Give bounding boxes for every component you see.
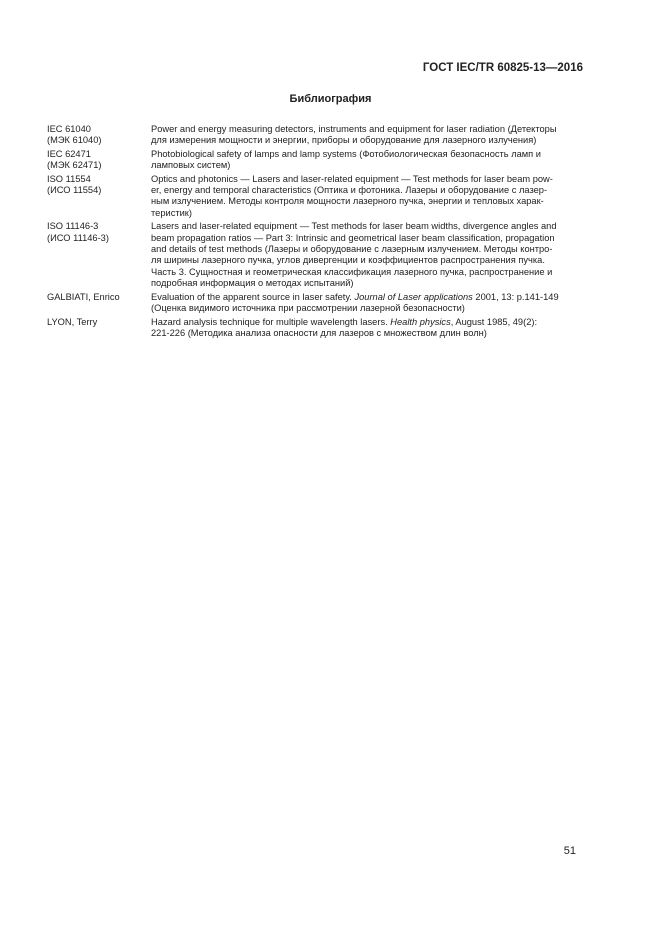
- page-number: 51: [563, 845, 576, 857]
- journal-title: Health physics: [390, 316, 451, 327]
- bibliography-entry: [47, 221, 583, 289]
- description-line: Optics and photonics — Lasers and laser-related equipment — Test methods for laser beam pow-: [151, 173, 553, 184]
- bibliography-entry: [47, 317, 583, 340]
- entry-reference: [47, 149, 151, 172]
- bibliography-entry: [47, 174, 583, 220]
- reference-line: (МЭК 62471): [47, 160, 102, 171]
- description-line: 221-226 (Методика анализа опасности для лазеров с множеством длин волн): [151, 327, 487, 338]
- entry-description: [151, 221, 583, 289]
- description-line: [151, 292, 583, 303]
- bibliography-entry: [47, 149, 583, 172]
- page-title: Библиография: [289, 93, 372, 105]
- description-line: Photobiological safety of lamps and lamp systems (Фотобиологическая безопасность ламп и: [151, 148, 541, 159]
- description-line: теристик): [151, 207, 192, 218]
- description-line: ламповых систем): [151, 160, 231, 171]
- journal-title: Journal of Laser applications: [354, 291, 473, 302]
- description-line: and details of test methods (Лазеры и оборудование с лазерным излучением. Методы контро-: [151, 244, 553, 255]
- reference-line: ISO 11146-3: [47, 221, 99, 232]
- description-line: подробная информация о методах испытаний): [151, 278, 354, 289]
- description-text: Evaluation of the apparent source in laser safety.: [151, 291, 355, 302]
- description-line: (Оценка видимого источника при рассмотрении лазерной безопасности): [151, 303, 465, 314]
- reference-line: (ИСО 11146-3): [47, 232, 109, 243]
- description-text: , August 1985, 49(2):: [450, 316, 538, 327]
- description-line: для измерения мощности и энергии, приборы и оборудование для лазерного излучения): [151, 135, 537, 146]
- description-text: 2001, 13: p.141-149: [472, 291, 559, 302]
- entry-description: [151, 149, 583, 172]
- description-line: Lasers and laser-related equipment — Test methods for laser beam widths, divergence angles and: [151, 221, 557, 232]
- description-line: Power and energy measuring detectors, instruments and equipment for laser radiation (Детекторы: [151, 124, 557, 134]
- reference-line: ISO 11554: [47, 173, 91, 184]
- entry-reference: [47, 292, 151, 315]
- reference-line: IEC 62471: [47, 148, 91, 159]
- description-line: ным излучением. Методы контроля мощности лазерного пучка, энергии и тепловых харак-: [151, 196, 544, 207]
- reference-line: (ИСО 11554): [47, 185, 102, 196]
- entry-description: [151, 124, 583, 147]
- description-text: Hazard analysis technique for multiple wavelength lasers.: [151, 316, 391, 327]
- entry-reference: [47, 317, 151, 340]
- description-line: Часть 3. Сущностная и геометрическая классификация лазерного пучка, распространение и: [151, 266, 553, 277]
- description-line: beam propagation ratios — Part 3: Intrinsic and geometrical laser beam classification, propagation: [151, 232, 555, 243]
- reference-line: IEC 61040: [47, 124, 91, 134]
- description-line: [151, 317, 583, 328]
- description-line: er, energy and temporal characteristics (Оптика и фотоника. Лазеры и оборудование с лазер-: [151, 185, 548, 196]
- bibliography-list: [47, 124, 583, 341]
- description-line: ля ширины лазерного пучка, углов дивергенции и коэффициентов распространения пучка.: [151, 255, 545, 266]
- entry-reference: [47, 124, 151, 147]
- entry-reference: [47, 174, 151, 220]
- entry-reference: [47, 221, 151, 289]
- bibliography-entry: [47, 124, 583, 147]
- entry-description: [151, 292, 583, 315]
- bibliography-entry: [47, 292, 583, 315]
- entry-description: [151, 317, 583, 340]
- document-code-header: ГОСТ IEC/TR 60825-13—2016: [422, 62, 583, 74]
- entry-description: [151, 174, 583, 220]
- reference-line: LYON, Terry: [47, 316, 98, 327]
- reference-line: (МЭК 61040): [47, 135, 102, 146]
- reference-line: GALBIATI, Enrico: [47, 291, 120, 302]
